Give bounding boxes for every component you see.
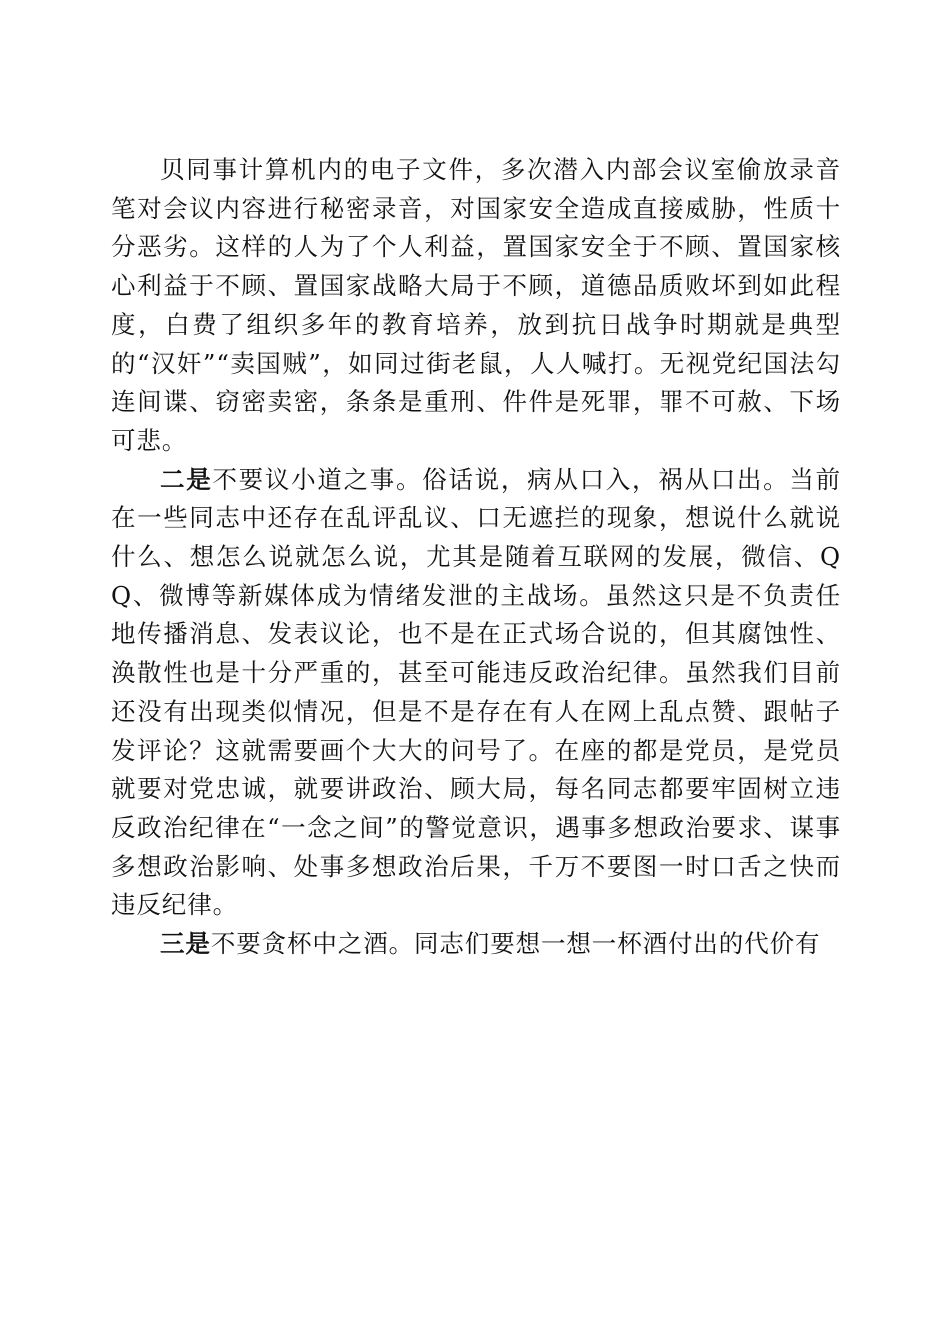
document-body bbox=[111, 151, 841, 964]
paragraph-text: 不要贪杯中之酒。同志们要想一想一杯酒付出的代价有 bbox=[210, 929, 821, 959]
paragraph-point-three bbox=[111, 925, 841, 964]
paragraph-text: 不要议小道之事。俗话说，病从口入，祸从口出。当前在一些同志中还存在乱评乱议、口无遮拦的现象，想说什么就说什么、想怎么说就怎么说，尤其是随着互联网的发展，微信、QQ、微博等新媒体成为情绪发泄的主战场。虽然这只是不负责任地传播消息、发表议论，也不是在正式场合说的，但其腐蚀性、涣散性也是十分严重的，甚至可能违反政治纪律。虽然我们目前还没有出现类似情况，但是不是存在有人在网上乱点赞、跟帖子发评论？这就需要画个大大的问号了。在座的都是党员，是党员就要对党忠诚，就要讲政治、顾大局，每名同志都要牢固树立违反政治纪律在“一念之间”的警觉意识，遇事多想政治要求、谋事多想政治影响、处事多想政治后果，千万不要图一时口舌之快而违反纪律。 bbox=[111, 464, 841, 920]
paragraph-text: 贝同事计算机内的电子文件，多次潜入内部会议室偷放录音笔对会议内容进行秘密录音，对国家安全造成直接威胁，性质十分恶劣。这样的人为了个人利益，置国家安全于不顾、置国家核心利益于不顾、置国家战略大局于不顾，道德品质败坏到如此程度，白费了组织多年的教育培养，放到抗日战争时期就是典型的“汉奸”“卖国贼”，如同过街老鼠，人人喊打。无视党纪国法勾连间谍、窃密卖密，条条是重刑、件件是死罪，罪不可赦、下场可悲。 bbox=[111, 155, 841, 455]
paragraph-point-two bbox=[111, 461, 841, 925]
paragraph-lead-label: 二是 bbox=[160, 464, 213, 494]
paragraph-continued bbox=[111, 151, 841, 461]
paragraph-lead-label: 三是 bbox=[160, 929, 211, 959]
